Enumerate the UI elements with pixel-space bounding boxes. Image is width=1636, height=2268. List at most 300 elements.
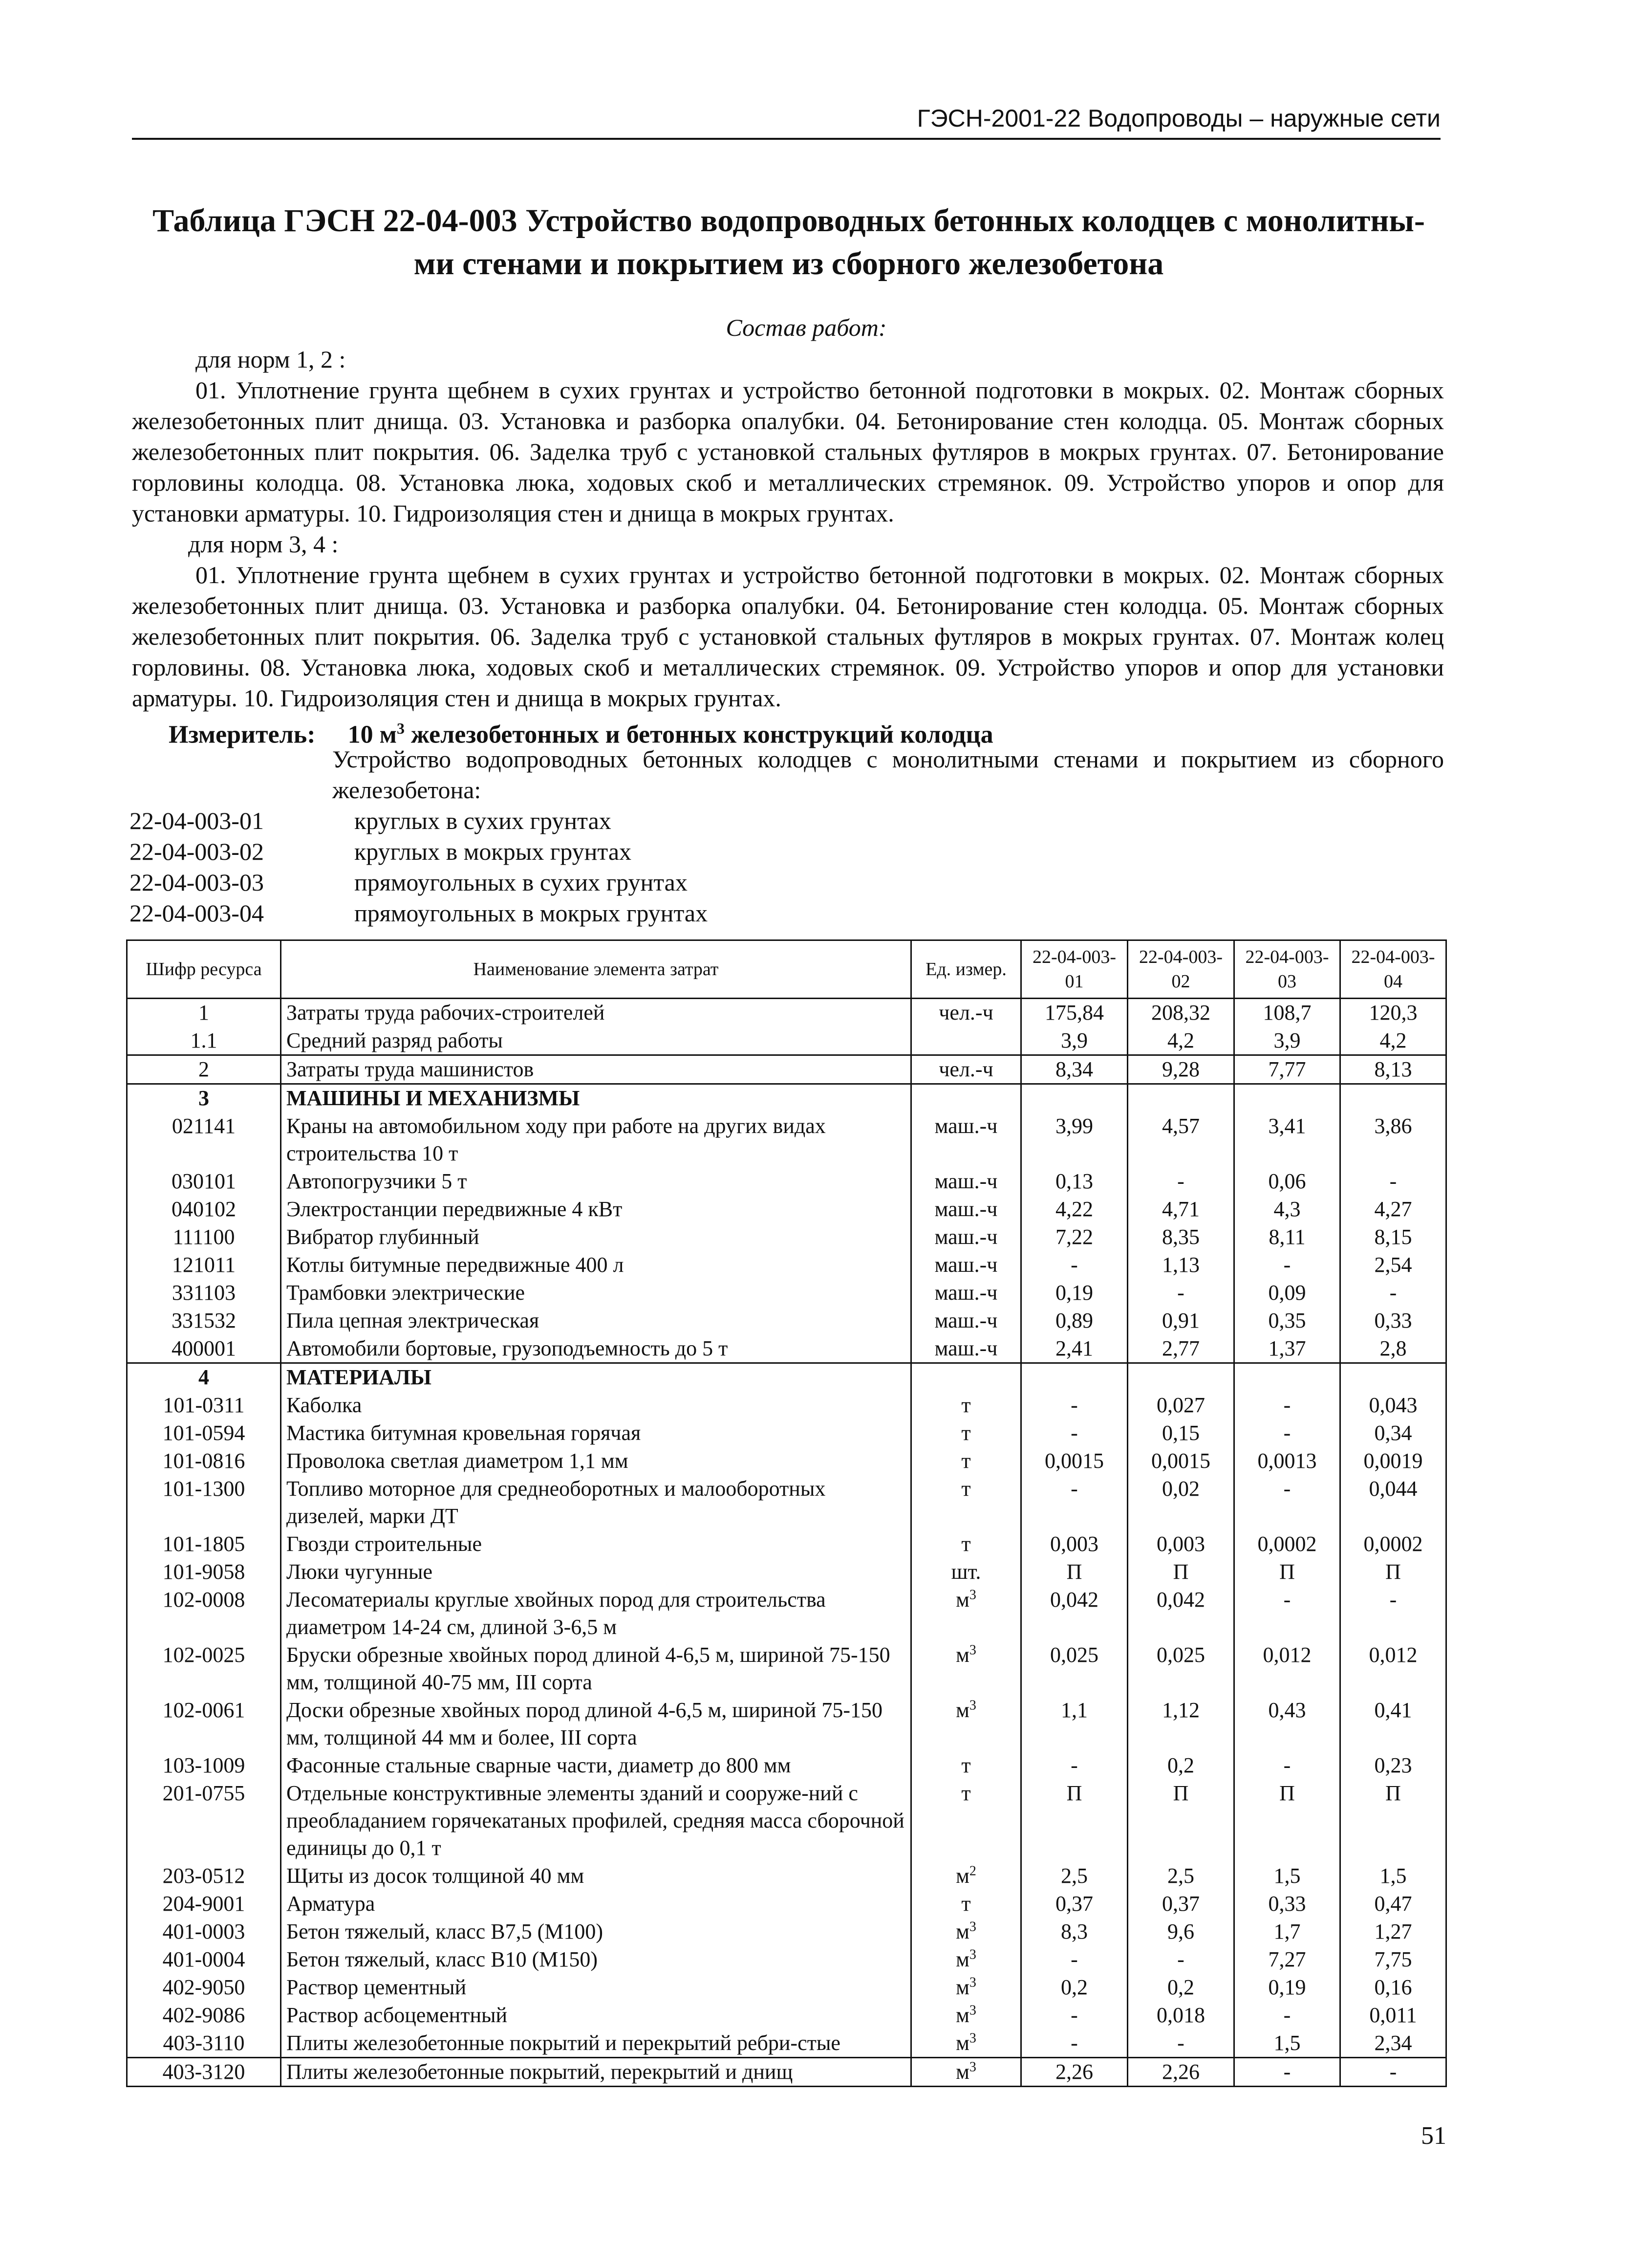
table-row [127,1055,1446,1084]
norm-value-01: 2,41 [1021,1335,1128,1363]
header-rule [132,138,1441,140]
unit-text: чел.-ч [939,1001,993,1025]
norm-value-03 [1234,1084,1340,1112]
resource-name: Раствор асбоцементный [281,2002,911,2029]
resource-unit [911,1112,1021,1168]
resource-code: 102-0008 [127,1586,281,1641]
unit-text: маш.-ч [934,1308,998,1332]
resource-unit [911,1084,1021,1112]
norm-value-03: - [1234,1586,1340,1641]
norm-value-02: 0,003 [1128,1530,1234,1558]
norm-value-03: 3,41 [1234,1112,1340,1168]
header-name: Наименование элемента затрат [281,940,911,999]
unit-text: маш.-ч [934,1114,998,1138]
norm-value-02: 9,28 [1128,1055,1234,1084]
resource-unit [911,1780,1021,1862]
resource-code: 201-0755 [127,1780,281,1862]
norm-value-02: 2,77 [1128,1335,1234,1363]
resource-name: Проволока светлая диаметром 1,1 мм [281,1447,911,1475]
table-row [127,1307,1446,1335]
measure-value-suffix: железобетонных и бетонных конструкций колодца [405,720,993,749]
resource-code: 040102 [127,1196,281,1223]
resource-unit [911,1697,1021,1752]
resource-name: Лесоматериалы круглые хвойных пород для строительства диаметром 14-24 см, длиной 3-6,5 м [281,1586,911,1641]
norm-value-04: 2,54 [1340,1251,1446,1279]
norm-value-01: 0,042 [1021,1586,1128,1641]
table-section-row [127,1363,1446,1392]
table-row [127,1279,1446,1307]
norm-value-01: 8,3 [1021,1918,1128,1946]
norm-value-04: - [1340,1168,1446,1196]
resource-name: Затраты труда рабочих-строителей [281,999,911,1027]
resource-code: 102-0061 [127,1697,281,1752]
norm-value-04: 0,0002 [1340,1530,1446,1558]
resource-name: Арматура [281,1890,911,1918]
composition-text-3-4: 01. Уплотнение грунта щебнем в сухих грунтах и устройство бетонной подготовки в мокрых. 02. Монтаж сборных железобетонных плит днища. 03. Установка и разборка опалубки. 04. Бетонирование стен колодца. 05. Монтаж сборных железобетонных плит покрытия. 06. Заделка труб с установкой стальных футляров в мокрых грунтах. 07. Монтаж колец горловины. 08. Установка люка, ходовых скоб и металлических стремянок. 09. Устройство упоров и опор для установки арматуры. 10. Гидроизоляция стен и днища в мокрых грунтах. [132,561,1444,712]
unit-text: м [956,1864,969,1888]
resource-code: 021141 [127,1112,281,1168]
norm-value-03: - [1234,1419,1340,1447]
resource-code: 101-9058 [127,1558,281,1586]
norm-value-02: 0,15 [1128,1419,1234,1447]
header-unit: Ед. измер. [911,940,1021,999]
header-code: Шифр ресурса [127,940,281,999]
norm-value-02: 0,027 [1128,1392,1234,1419]
norm-value-04: П [1340,1558,1446,1586]
norm-value-02: 0,02 [1128,1475,1234,1530]
norm-value-02: 1,12 [1128,1697,1234,1752]
unit-exponent: 3 [969,1919,976,1935]
variant-code: 22-04-003-02 [129,838,264,865]
unit-text: маш.-ч [934,1225,998,1249]
resource-unit [911,1558,1021,1586]
running-header: ГЭСН-2001-22 Водопроводы – наружные сети [917,105,1441,132]
norm-value-03: 0,0013 [1234,1447,1340,1475]
norm-value-04: 0,044 [1340,1475,1446,1530]
variant-code: 22-04-003-03 [129,869,264,896]
unit-text: т [961,1892,971,1916]
norm-value-03 [1234,1363,1340,1392]
resource-unit [911,1279,1021,1307]
resource-name: Люки чугунные [281,1558,911,1586]
norm-value-03: 0,0002 [1234,1530,1340,1558]
norm-value-02: - [1128,2029,1234,2058]
resource-name: Фасонные стальные сварные части, диаметр до 800 мм [281,1752,911,1780]
composition-label: Состав работ: [726,314,887,341]
norm-value-01: 1,1 [1021,1697,1128,1752]
norm-value-04: 0,011 [1340,2002,1446,2029]
resource-code: 4 [127,1363,281,1392]
variant-list [129,806,708,929]
resource-unit [911,1447,1021,1475]
resource-name: Каболка [281,1392,911,1419]
norm-value-03: 0,012 [1234,1641,1340,1697]
resource-unit [911,1530,1021,1558]
norm-value-01: 2,26 [1021,2058,1128,2087]
unit-exponent: 3 [969,1642,976,1658]
norm-value-04: 2,34 [1340,2029,1446,2058]
norm-value-02: 0,018 [1128,2002,1234,2029]
norm-value-01: 0,37 [1021,1890,1128,1918]
norm-value-02: 8,35 [1128,1223,1234,1251]
resource-code: 204-9001 [127,1890,281,1918]
resource-code: 1.1 [127,1027,281,1055]
resource-unit [911,1055,1021,1084]
norm-value-02: 0,025 [1128,1641,1234,1697]
norm-value-03: 3,9 [1234,1027,1340,1055]
unit-text: т [961,1449,971,1473]
resource-name: Автопогрузчики 5 т [281,1168,911,1196]
norm-value-04 [1340,1084,1446,1112]
table-row [127,1752,1446,1780]
measure-label: Измеритель: [169,720,316,749]
table-row [127,1586,1446,1641]
norm-value-01: 8,34 [1021,1055,1128,1084]
resource-code: 3 [127,1084,281,1112]
resource-unit [911,2058,1021,2087]
resource-unit [911,1475,1021,1530]
resource-unit [911,1027,1021,1055]
norm-value-01: П [1021,1558,1128,1586]
resource-unit [911,1307,1021,1335]
resource-unit [911,1862,1021,1890]
table-row [127,1112,1446,1168]
resource-name: Щиты из досок толщиной 40 мм [281,1862,911,1890]
table-row [127,1196,1446,1223]
variant-desc: прямоугольных в сухих грунтах [354,869,688,896]
unit-text: шт. [951,1560,981,1584]
resource-code: 101-0816 [127,1447,281,1475]
resource-name: Мастика битумная кровельная горячая [281,1419,911,1447]
norm-value-01: 7,22 [1021,1223,1128,1251]
unit-text: м [956,1643,969,1667]
unit-text: м [956,2060,969,2084]
unit-exponent: 3 [969,1947,976,1963]
norm-value-04: 0,41 [1340,1697,1446,1752]
norm-value-03: 7,27 [1234,1946,1340,1974]
unit-exponent: 3 [969,2003,976,2018]
resource-name: Электростанции передвижные 4 кВт [281,1196,911,1223]
table-row [127,2058,1446,2087]
resource-unit [911,1251,1021,1279]
table-row [127,2029,1446,2058]
norm-value-02: 4,71 [1128,1196,1234,1223]
measure-value-sup: 3 [397,720,405,737]
norm-value-01: 3,99 [1021,1112,1128,1168]
table-row [127,1419,1446,1447]
resource-unit [911,2029,1021,2058]
resource-code: 101-0311 [127,1392,281,1419]
resource-code: 331532 [127,1307,281,1335]
table-row [127,1946,1446,1974]
header-norm-03: 22-04-003-03 [1234,940,1340,999]
header-norm-01: 22-04-003-01 [1021,940,1128,999]
table-row [127,1697,1446,1752]
unit-text: маш.-ч [934,1281,998,1305]
header-norm-02: 22-04-003-02 [1128,940,1234,999]
norm-value-02: - [1128,1946,1234,1974]
resource-code: 121011 [127,1251,281,1279]
norm-value-01: - [1021,1251,1128,1279]
norm-value-01: - [1021,1752,1128,1780]
unit-exponent: 3 [969,2059,976,2075]
table-row [127,1890,1446,1918]
norm-value-01: - [1021,2002,1128,2029]
norm-value-04: 0,23 [1340,1752,1446,1780]
norm-value-04: 4,2 [1340,1027,1446,1055]
resource-code: 111100 [127,1223,281,1251]
resource-unit [911,1168,1021,1196]
table-body [127,999,1446,2087]
norm-value-03: 0,33 [1234,1890,1340,1918]
resource-name: Автомобили бортовые, грузоподъемность до 5 т [281,1335,911,1363]
resource-table [126,939,1447,2087]
unit-text: маш.-ч [934,1336,998,1360]
variant-item [129,898,708,929]
table-row [127,1251,1446,1279]
unit-text: м [956,2003,969,2027]
unit-exponent: 2 [969,1863,976,1879]
resource-code: 331103 [127,1279,281,1307]
resource-unit [911,1223,1021,1251]
table-row [127,1641,1446,1697]
norm-value-04: 7,75 [1340,1946,1446,1974]
resource-code: 101-0594 [127,1419,281,1447]
norm-value-03: 1,5 [1234,2029,1340,2058]
resource-unit [911,1586,1021,1641]
norm-value-01: 0,2 [1021,1974,1128,2002]
resource-code: 103-1009 [127,1752,281,1780]
unit-text: м [956,1588,969,1612]
unit-text: чел.-ч [939,1057,993,1081]
norm-value-03: 1,7 [1234,1918,1340,1946]
variant-intro: Устройство водопроводных бетонных колодцев с монолитными стенами и покрытием из сборного железобетона: [332,745,1444,804]
table-row [127,1027,1446,1055]
norm-value-02: 2,5 [1128,1862,1234,1890]
resource-code: 2 [127,1055,281,1084]
norm-value-04: 8,13 [1340,1055,1446,1084]
resource-unit [911,1890,1021,1918]
norm-value-01: - [1021,2029,1128,2058]
norm-value-02: 0,2 [1128,1752,1234,1780]
norm-value-01 [1021,1084,1128,1112]
norm-value-03: - [1234,2002,1340,2029]
resource-code: 401-0004 [127,1946,281,1974]
norm-value-02: 0,37 [1128,1890,1234,1918]
norm-value-04: - [1340,2058,1446,2087]
norm-value-02: 1,13 [1128,1251,1234,1279]
unit-text: т [961,1477,971,1501]
norm-value-02: - [1128,1168,1234,1196]
norm-value-04: 0,012 [1340,1641,1446,1697]
norm-value-03: П [1234,1558,1340,1586]
resource-name: Плиты железобетонные покрытий, перекрытий и днищ [281,2058,911,2087]
unit-text: т [961,1532,971,1556]
header-norm-04: 22-04-003-04 [1340,940,1446,999]
table-row [127,1530,1446,1558]
unit-text: маш.-ч [934,1197,998,1221]
norm-value-03: 108,7 [1234,999,1340,1027]
resource-code: 403-3120 [127,2058,281,2087]
composition-group-1 [132,375,1444,529]
resource-name: Отдельные конструктивные элементы зданий и сооруже-ний с преобладанием горячекатаных профилей, средняя масса сборочной единицы до 0,1 т [281,1780,911,1862]
unit-text: м [956,1919,969,1943]
norm-value-04: - [1340,1279,1446,1307]
norm-value-02 [1128,1084,1234,1112]
unit-exponent: 3 [969,1975,976,1990]
unit-text: т [961,1781,971,1805]
table-row [127,1392,1446,1419]
resource-unit [911,1641,1021,1697]
table-row [127,1918,1446,1946]
resource-code: 030101 [127,1168,281,1196]
norm-value-03: 0,09 [1234,1279,1340,1307]
unit-text: м [956,1975,969,1999]
table-row [127,1974,1446,2002]
norm-value-01: 0,13 [1021,1168,1128,1196]
resource-unit [911,1196,1021,1223]
resource-name: Бетон тяжелый, класс В10 (М150) [281,1946,911,1974]
norm-value-04 [1340,1363,1446,1392]
norm-value-03: - [1234,1475,1340,1530]
norm-value-01: П [1021,1780,1128,1862]
norm-value-03: 0,35 [1234,1307,1340,1335]
resource-code: 1 [127,999,281,1027]
norm-value-03: 1,37 [1234,1335,1340,1363]
norm-value-01: - [1021,1392,1128,1419]
resource-unit [911,1419,1021,1447]
norm-value-01: 0,0015 [1021,1447,1128,1475]
variant-item [129,806,708,836]
table-title-line-1: Таблица ГЭСН 22-04-003 Устройство водопроводных бетонных колодцев с монолитны- [152,203,1425,239]
resource-unit [911,1335,1021,1363]
resource-unit [911,1918,1021,1946]
norm-value-03: 0,43 [1234,1697,1340,1752]
resource-unit [911,1392,1021,1419]
table-row [127,1447,1446,1475]
table-row [127,1558,1446,1586]
norms-label-1-2: для норм 1, 2 : [195,346,346,373]
norm-value-03: П [1234,1780,1340,1862]
norm-value-04: 4,27 [1340,1196,1446,1223]
norm-value-01: - [1021,1475,1128,1530]
table-row [127,1862,1446,1890]
norm-value-03: - [1234,1251,1340,1279]
resource-code: 403-3110 [127,2029,281,2058]
norm-value-03: 4,3 [1234,1196,1340,1223]
unit-text: т [961,1421,971,1445]
norm-value-02: 0,91 [1128,1307,1234,1335]
norm-value-03: 8,11 [1234,1223,1340,1251]
variant-code: 22-04-003-04 [129,899,264,927]
norm-value-03: - [1234,1752,1340,1780]
table-title-line-2: ми стенами и покрытием из сборного железобетона [413,246,1164,282]
norm-value-04: 1,27 [1340,1918,1446,1946]
unit-exponent: 3 [969,1698,976,1713]
norm-value-04: П [1340,1780,1446,1862]
table-header-row [127,940,1446,999]
resource-name: Средний разряд работы [281,1027,911,1055]
resource-code: 401-0003 [127,1918,281,1946]
resource-code: 102-0025 [127,1641,281,1697]
norm-value-03: 1,5 [1234,1862,1340,1890]
norm-value-01: 0,89 [1021,1307,1128,1335]
resource-code: 402-9086 [127,2002,281,2029]
unit-text: м [956,1698,969,1722]
resource-code: 402-9050 [127,1974,281,2002]
variant-desc: круглых в мокрых грунтах [354,838,632,865]
norm-value-02: 208,32 [1128,999,1234,1027]
norm-value-02 [1128,1363,1234,1392]
table-row [127,1223,1446,1251]
norm-value-02: 9,6 [1128,1918,1234,1946]
resource-code: 101-1805 [127,1530,281,1558]
resource-name: Гвозди строительные [281,1530,911,1558]
table-row [127,1475,1446,1530]
table-title [117,199,1460,285]
unit-exponent: 3 [969,1587,976,1603]
resource-unit [911,1974,1021,2002]
resource-name: Топливо моторное для среднеоборотных и малооборотных дизелей, марки ДТ [281,1475,911,1530]
norm-value-01: 4,22 [1021,1196,1128,1223]
norm-value-01: 0,19 [1021,1279,1128,1307]
norm-value-03: 0,06 [1234,1168,1340,1196]
norm-value-01 [1021,1363,1128,1392]
table-row [127,1780,1446,1862]
norm-value-01: - [1021,1419,1128,1447]
resource-name: Плиты железобетонные покрытий и перекрытий ребри-стые [281,2029,911,2058]
norm-value-04: 0,33 [1340,1307,1446,1335]
resource-unit [911,999,1021,1027]
norm-value-01: 3,9 [1021,1027,1128,1055]
norm-value-04: 0,0019 [1340,1447,1446,1475]
norm-value-03: - [1234,1392,1340,1419]
norm-value-02: П [1128,1558,1234,1586]
norm-value-04: 1,5 [1340,1862,1446,1890]
resource-name: Трамбовки электрические [281,1279,911,1307]
norm-value-01: 175,84 [1021,999,1128,1027]
variant-item [129,836,708,867]
norm-value-03: - [1234,2058,1340,2087]
table-row [127,2002,1446,2029]
resource-name: Вибратор глубинный [281,1223,911,1251]
norm-value-04: 3,86 [1340,1112,1446,1168]
resource-name: Раствор цементный [281,1974,911,2002]
variant-item [129,867,708,898]
norm-value-01: - [1021,1946,1128,1974]
norm-value-03: 0,19 [1234,1974,1340,2002]
table-row [127,999,1446,1027]
norm-value-04: 0,043 [1340,1392,1446,1419]
composition-text-1-2: 01. Уплотнение грунта щебнем в сухих грунтах и устройство бетонной подготовки в мокрых. 02. Монтаж сборных железобетонных плит днища. 03. Установка и разборка опалубки. 04. Бетонирование стен колодца. 05. Монтаж сборных железобетонных плит покрытия. 06. Заделка труб с установкой стальных футляров в мокрых грунтах. 07. Бетонирование горловины колодца. 08. Установка люка, ходовых скоб и металлических стремянок. 09. Устройство упоров и опор для установки арматуры. 10. Гидроизоляция стен и днища в мокрых грунтах. [132,376,1444,527]
norm-value-01: 0,003 [1021,1530,1128,1558]
variant-desc: прямоугольных в мокрых грунтах [354,899,708,927]
norm-value-01: 2,5 [1021,1862,1128,1890]
resource-name: МАТЕРИАЛЫ [281,1363,911,1392]
unit-exponent: 3 [969,2030,976,2046]
resource-unit [911,1363,1021,1392]
composition-group-2 [132,560,1444,714]
resource-name: Затраты труда машинистов [281,1055,911,1084]
norm-value-02: - [1128,1279,1234,1307]
unit-text: т [961,1393,971,1417]
unit-text: маш.-ч [934,1253,998,1277]
norm-value-04: 2,8 [1340,1335,1446,1363]
resource-name: Котлы битумные передвижные 400 л [281,1251,911,1279]
norm-value-02: 0,2 [1128,1974,1234,2002]
norm-value-02: 2,26 [1128,2058,1234,2087]
norm-value-04: - [1340,1586,1446,1641]
